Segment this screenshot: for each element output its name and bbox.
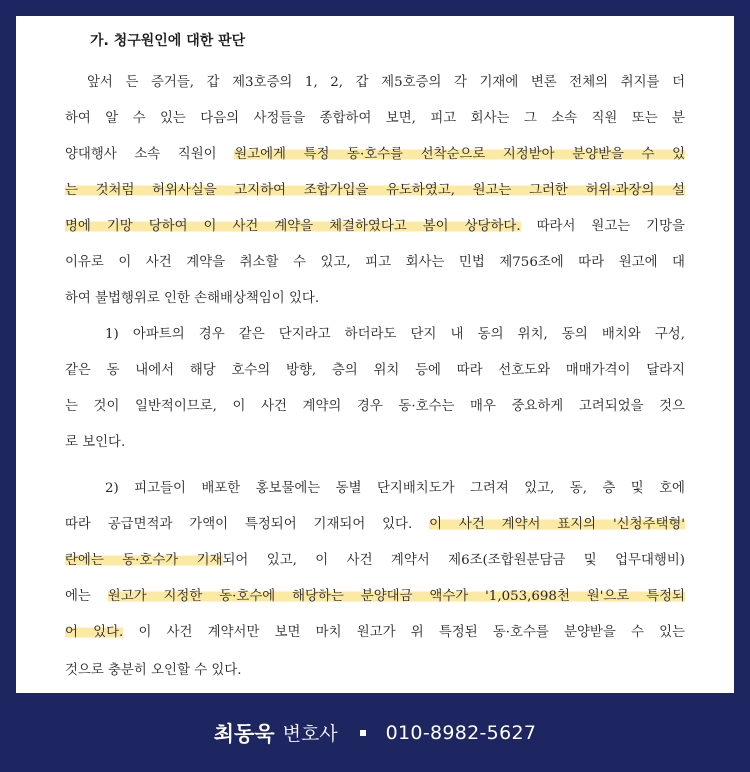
footer-bar bbox=[0, 693, 750, 772]
text-line bbox=[65, 389, 685, 425]
phone-number: 010-8982-5627 bbox=[385, 721, 537, 744]
text-segment: 것으로 충분히 오인할 수 있다. bbox=[65, 663, 242, 678]
text-line bbox=[65, 281, 685, 317]
document-page bbox=[16, 16, 734, 693]
text-segment: 1) 아파트의 경우 같은 단지라고 하더라도 단지 내 동의 위치, 동의 배치와 구성, bbox=[105, 327, 685, 342]
text-segment: 에는 bbox=[65, 589, 108, 604]
highlighted-text: 는 것처럼 허위사실을 고지하여 조합가입을 유도하였고, 원고는 그러한 허위·과장의 설 bbox=[65, 183, 685, 198]
text-segment: 양대행사 소속 직원이 bbox=[65, 147, 235, 162]
highlighted-text: 이 사건 계약서 표지의 '신청주택형' bbox=[429, 517, 685, 532]
text-line bbox=[65, 507, 685, 543]
text-line bbox=[65, 101, 685, 137]
text-segment: 2) 피고들이 배포한 홍보물에는 동별 단지배치도가 그려져 있고, 동, 층 및 호에 bbox=[105, 481, 685, 496]
text-line bbox=[65, 209, 685, 245]
text-line bbox=[65, 173, 685, 209]
document-body bbox=[16, 16, 734, 693]
text-segment: 로 보인다. bbox=[65, 435, 126, 450]
text-line bbox=[65, 137, 685, 173]
text-line bbox=[65, 543, 685, 579]
text-segment: 앞서 든 증거들, 갑 제3호증의 1, 2, 갑 제5호증의 각 기재에 변론 전체의 취지를 더 bbox=[87, 75, 685, 90]
separator-square-icon bbox=[360, 730, 366, 736]
highlighted-text: 란에는 동·호수가 기재 bbox=[65, 553, 223, 568]
text-line bbox=[65, 353, 685, 389]
text-segment: 하여 불법행위로 인한 손해배상책임이 있다. bbox=[65, 291, 320, 306]
text-line bbox=[65, 579, 685, 615]
text-segment: 따라 공급면적과 가액이 특정되어 기재되어 있다. bbox=[65, 517, 430, 532]
text-line bbox=[87, 65, 685, 101]
text-line bbox=[65, 653, 685, 689]
highlighted-text: 명에 기망 당하여 이 사건 계약을 체결하였다고 봄이 상당하다. bbox=[65, 219, 521, 234]
text-line bbox=[65, 245, 685, 281]
text-line bbox=[65, 425, 685, 461]
text-line bbox=[65, 615, 685, 651]
text-segment: 는 것이 일반적이므로, 이 사건 계약의 경우 동·호수는 매우 중요하게 고려되었을 것으 bbox=[65, 399, 685, 414]
text-line bbox=[105, 471, 685, 507]
lawyer-name: 최동욱 bbox=[213, 721, 275, 746]
highlighted-text: 원고가 지정한 동·호수에 해당하는 분양대금 액수가 '1,053,698천 원'으로 특정되 bbox=[107, 589, 685, 604]
text-segment: 이유로 이 사건 계약을 취소할 수 있고, 피고 회사는 민법 제756조에 따라 원고에 대 bbox=[65, 255, 685, 270]
text-segment: 같은 동 내에서 해당 호수의 방향, 층의 위치 등에 따라 선호도와 매매가격이 달라지 bbox=[65, 363, 685, 378]
text-segment: 되어 있고, 이 사건 계약서 제6조(조합원분담금 및 업무대행비) bbox=[222, 553, 686, 568]
section-heading: 가. 청구원인에 대한 판단 bbox=[90, 33, 246, 49]
lawyer-title: 변호사 bbox=[282, 723, 338, 745]
text-segment: 하여 알 수 있는 다음의 사정들을 종합하여 보면, 피고 회사는 그 소속 직원 또는 분 bbox=[65, 111, 685, 126]
text-line bbox=[105, 317, 685, 353]
highlighted-text: 원고에게 특정 동·호수를 선착순으로 지정받아 분양받을 수 있 bbox=[234, 147, 685, 162]
text-segment: 이 사건 계약서만 보면 마치 원고가 위 특정된 동·호수를 분양받을 수 있는 bbox=[123, 625, 685, 640]
highlighted-text: 어 있다. bbox=[65, 625, 124, 640]
text-segment: 따라서 원고는 기망을 bbox=[520, 219, 685, 234]
